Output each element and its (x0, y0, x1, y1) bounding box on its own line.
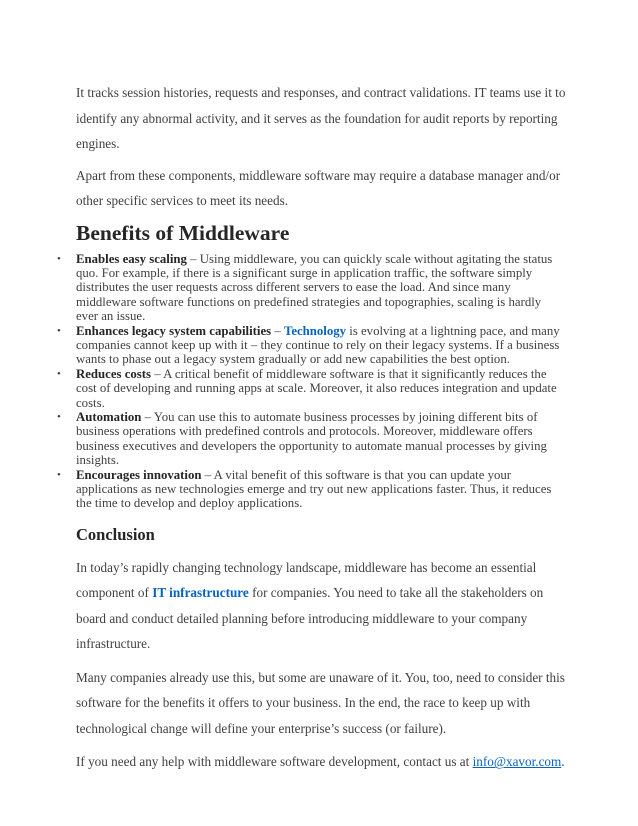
benefit-title: Encourages innovation (76, 467, 202, 482)
bullet-icon: • (57, 324, 61, 337)
benefit-text: – A critical benefit of middleware software is that it significantly reduces the cost of developing and running apps at scale. Moreover, it also reduces integration and update costs. (76, 366, 557, 410)
technology-link[interactable]: Technology (283, 323, 347, 338)
conclusion-text: In today’s rapidly changing technology landscape, middleware has become an essential component of (76, 559, 537, 601)
intro-paragraph-1: It tracks session histories, requests and responses, and contract validations. IT teams use it to identify any abnormal activity, and it serves as the foundation for audit reports by reporting engines. (76, 85, 566, 151)
benefit-title: Enables easy scaling (76, 251, 187, 266)
contact-text: If you need any help with middleware software development, contact us at (76, 754, 473, 770)
contact-text-end: . (561, 754, 565, 770)
list-item (57, 323, 566, 367)
list-item (57, 366, 566, 410)
email-link[interactable]: info@xavor.com (472, 754, 562, 770)
bullet-icon: • (57, 410, 61, 423)
conclusion-paragraph-3 (76, 749, 566, 775)
benefit-text: is evolving at a lightning pace, and many companies cannot keep up with it – they continue to rely on their legacy systems. If a business wants to phase out a legacy system gradually or add new capabilities the best option. (76, 323, 560, 367)
benefit-text: – You can use this to automate business processes by joining different bits of business operations with predefined controls and protocols. Moreover, middleware offers business executives and developers the opportunity to automate manual processes by giving insights. (76, 409, 547, 468)
intro-paragraph-2: Apart from these components, middleware software may require a database manager and/or other specific services to meet its needs. (76, 167, 561, 208)
conclusion-paragraph-2: Many companies already use this, but some are unaware of it. You, too, need to consider this software for the benefits it offers to your business. In the end, the race to keep up with technological change will define your enterprise’s success (or failure). (76, 669, 565, 736)
list-item (57, 467, 566, 511)
benefit-text: – Using middleware, you can quickly scale without agitating the status quo. For example, if there is a significant surge in application traffic, the software simply distributes the user requests across different servers to ease the load. And since many middleware software functions on predefined strategies and topographies, scaling is hardly ever an issue. (76, 251, 553, 324)
list-item (57, 251, 566, 324)
benefit-title: Reduces costs (76, 366, 151, 381)
benefit-text: – A vital benefit of this software is that you can update your applications as new technologies emerge and try out new applications faster. Thus, it reduces the time to develop and deploy applications. (76, 467, 552, 511)
bullet-icon: • (57, 252, 61, 265)
bullet-icon: • (57, 367, 61, 380)
benefits-list (57, 251, 566, 511)
conclusion-text: for companies. You need to take all the stakeholders on board and conduct detailed planning before introducing middleware to your company infrastructure. (76, 585, 544, 652)
it-infrastructure-link[interactable]: IT infrastructure (152, 585, 249, 601)
benefit-text-prefix: – (271, 323, 284, 338)
bullet-icon: • (57, 468, 61, 481)
document-body (57, 80, 566, 775)
conclusion-paragraph-1 (76, 555, 566, 657)
benefit-title: Automation (76, 409, 142, 424)
list-item (57, 409, 566, 468)
benefit-title: Enhances legacy system capabilities (76, 323, 272, 338)
benefits-heading: Benefits of Middleware (76, 220, 290, 245)
conclusion-heading: Conclusion (76, 524, 155, 544)
